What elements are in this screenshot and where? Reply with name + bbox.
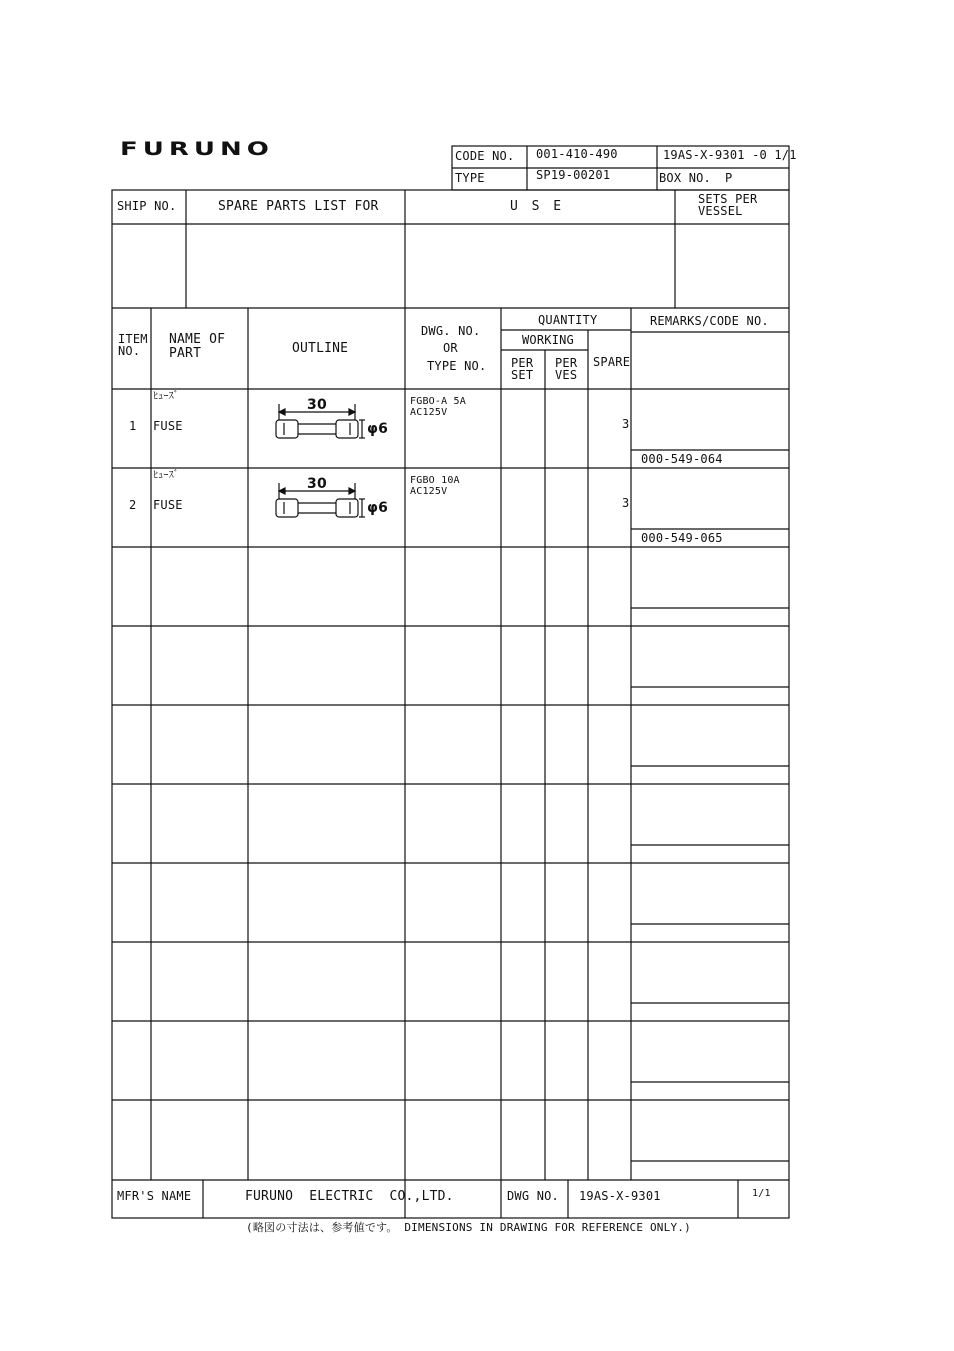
use-label: U S E xyxy=(510,199,565,214)
dwg-header-3: TYPE NO. xyxy=(427,359,487,373)
item-1-code: 000-549-064 xyxy=(641,452,723,466)
item-1-no: 1 xyxy=(129,419,137,433)
item-2-no: 2 xyxy=(129,498,137,512)
code-no-value: 001-410-490 xyxy=(536,147,618,161)
item-1-outline-length: 30 xyxy=(307,397,327,413)
item-2-code: 000-549-065 xyxy=(641,531,723,545)
ship-no-label: SHIP NO. xyxy=(117,199,177,213)
per-ves-header-1: PER xyxy=(555,356,578,370)
spare-parts-title: SPARE PARTS LIST FOR xyxy=(218,199,379,214)
item-2-dwg-2: AC125V xyxy=(410,486,448,497)
name-header-1: NAME OF xyxy=(169,332,226,347)
doc-ref: 19AS-X-9301 -0 1/1 xyxy=(663,148,797,162)
quantity-header: QUANTITY xyxy=(538,313,598,327)
item-2-name: FUSE xyxy=(153,498,183,512)
spare-header: SPARE xyxy=(593,355,631,369)
working-header: WORKING xyxy=(522,333,574,347)
type-value: SP19-00201 xyxy=(536,168,611,182)
vessel-label: VESSEL xyxy=(698,204,743,218)
furuno-logo: FURUNO xyxy=(120,138,274,161)
item-1-spare: 3 xyxy=(622,417,630,431)
outline-header: OUTLINE xyxy=(292,341,349,356)
mfr-name-value: FURUNO ELECTRIC CO.,LTD. xyxy=(245,1189,454,1204)
item-header-2: NO. xyxy=(118,344,141,358)
dwg-header-2: OR xyxy=(443,341,458,355)
item-1-dwg-2: AC125V xyxy=(410,407,448,418)
sets-per-label: SETS PER xyxy=(698,192,758,206)
box-no-value: P xyxy=(725,171,733,185)
page-number: 1/1 xyxy=(752,1188,771,1199)
per-ves-header-2: VES xyxy=(555,368,578,382)
item-2-outline-length: 30 xyxy=(307,476,327,492)
type-label: TYPE xyxy=(455,171,485,185)
item-1-name-jp: ﾋｭｰｽﾞ xyxy=(153,391,179,402)
per-set-header-1: PER xyxy=(511,356,534,370)
mfr-name-label: MFR'S NAME xyxy=(117,1189,192,1203)
dwg-no-value: 19AS-X-9301 xyxy=(579,1189,661,1203)
item-2-dwg-1: FGBO 10A xyxy=(410,475,460,486)
dwg-header-1: DWG. NO. xyxy=(421,324,481,338)
item-1-outline-dia: φ6 xyxy=(367,421,389,437)
reference-note: (略図の寸法は、参考値です。 DIMENSIONS IN DRAWING FOR REFERENCE ONLY.) xyxy=(246,1221,691,1234)
code-no-label: CODE NO. xyxy=(455,149,515,163)
item-1-dwg-1: FGBO-A 5A xyxy=(410,396,466,407)
per-set-header-2: SET xyxy=(511,368,534,382)
dwg-no-label: DWG NO. xyxy=(507,1189,559,1203)
item-1-name: FUSE xyxy=(153,419,183,433)
box-no-label: BOX NO. xyxy=(659,171,711,185)
item-2-name-jp: ﾋｭｰｽﾞ xyxy=(153,470,179,481)
remarks-header: REMARKS/CODE NO. xyxy=(650,314,769,328)
name-header-2: PART xyxy=(169,346,202,361)
item-2-spare: 3 xyxy=(622,496,630,510)
item-header-1: ITEM xyxy=(118,332,148,346)
item-2-outline-dia: φ6 xyxy=(367,500,389,516)
